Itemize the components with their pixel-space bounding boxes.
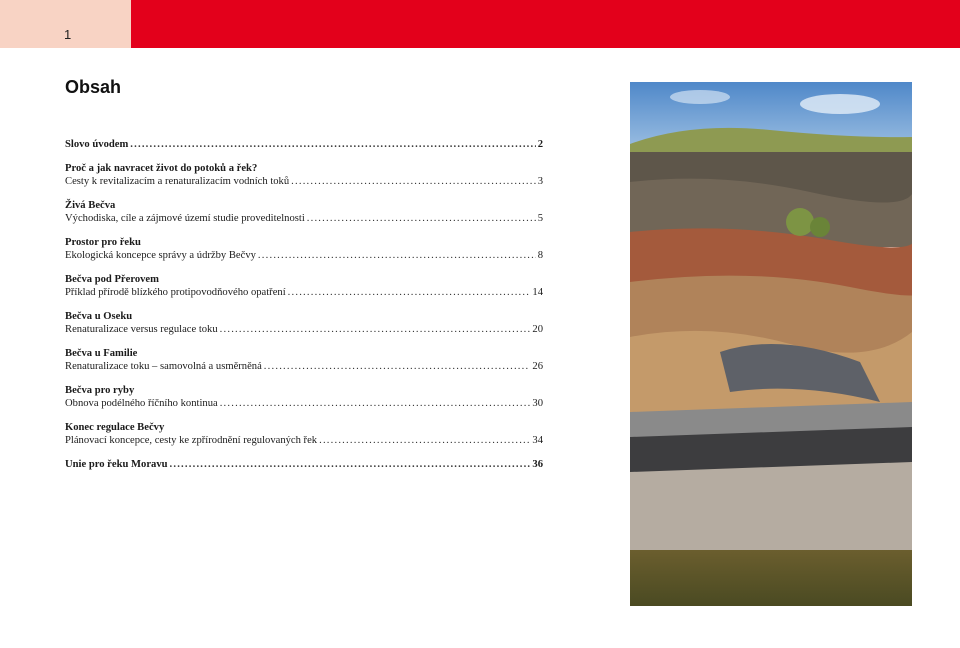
toc-text: Obnova podélného říčního kontinua bbox=[65, 398, 218, 409]
toc-text: Východiska, cíle a zájmové území studie proveditelnosti bbox=[65, 213, 305, 224]
toc-page-number: 20 bbox=[532, 324, 543, 335]
page-number: 1 bbox=[64, 27, 72, 42]
toc-line-with-page bbox=[65, 286, 543, 299]
toc-entry bbox=[65, 236, 543, 262]
toc-page-number: 26 bbox=[532, 361, 543, 372]
toc-text: Konec regulace Bečvy bbox=[65, 422, 165, 433]
toc-text: Cesty k revitalizacím a renaturalizacím vodních toků bbox=[65, 176, 290, 187]
toc-line-with-page bbox=[65, 458, 543, 471]
dot-leader bbox=[288, 286, 531, 299]
toc-heading bbox=[65, 273, 543, 286]
toc-page-number: 8 bbox=[537, 250, 543, 261]
toc-page-number: 2 bbox=[537, 139, 543, 150]
toc-entry bbox=[65, 162, 543, 188]
toc-title: Obsah bbox=[65, 77, 122, 97]
riverbank-photo bbox=[630, 82, 912, 606]
toc-entry bbox=[65, 347, 543, 373]
toc-page-number: 5 bbox=[537, 213, 543, 224]
dot-leader bbox=[307, 212, 536, 225]
toc-line-with-page bbox=[65, 138, 543, 151]
dot-leader bbox=[220, 323, 531, 336]
toc-line-with-page bbox=[65, 397, 543, 410]
toc-text: Slovo úvodem bbox=[65, 139, 129, 150]
toc-entry bbox=[65, 273, 543, 299]
toc-text: Bečva pro ryby bbox=[65, 385, 135, 396]
dot-leader bbox=[258, 249, 536, 262]
toc-page-number: 14 bbox=[532, 287, 543, 298]
toc-text: Prostor pro řeku bbox=[65, 237, 141, 248]
toc-entry bbox=[65, 384, 543, 410]
toc-line-with-page bbox=[65, 249, 543, 262]
toc-text: Bečva pod Přerovem bbox=[65, 274, 159, 285]
toc-text: Ekologická koncepce správy a údržby Bečvy bbox=[65, 250, 256, 261]
toc-text: Příklad přírodě blízkého protipovodňového opatření bbox=[65, 287, 286, 298]
dot-leader bbox=[220, 397, 531, 410]
toc-text: Proč a jak navracet život do potoků a řek? bbox=[65, 163, 258, 174]
dot-leader bbox=[291, 175, 536, 188]
toc-entry bbox=[65, 310, 543, 336]
toc-line-with-page bbox=[65, 360, 543, 373]
dot-leader bbox=[319, 434, 530, 447]
toc-text: Plánovací koncepce, cesty ke zpřírodnění regulovaných řek bbox=[65, 435, 318, 446]
toc-line-with-page bbox=[65, 323, 543, 336]
dot-leader bbox=[130, 138, 535, 151]
toc-text: Renaturalizace versus regulace toku bbox=[65, 324, 218, 335]
header-band bbox=[0, 0, 960, 48]
toc-entry bbox=[65, 421, 543, 447]
toc-text: Bečva u Oseku bbox=[65, 311, 133, 322]
toc-heading bbox=[65, 199, 543, 212]
toc-heading bbox=[65, 236, 543, 249]
toc-page-number: 30 bbox=[532, 398, 543, 409]
toc-entry bbox=[65, 458, 543, 471]
toc-line-with-page bbox=[65, 175, 543, 188]
toc-entry bbox=[65, 138, 543, 151]
toc-text: Renaturalizace toku – samovolná a usměrněná bbox=[65, 361, 262, 372]
toc-page-number: 34 bbox=[532, 435, 543, 446]
toc-heading bbox=[65, 162, 543, 175]
toc-heading bbox=[65, 384, 543, 397]
toc-text: Bečva u Familie bbox=[65, 348, 138, 359]
toc-heading bbox=[65, 347, 543, 360]
dot-leader bbox=[170, 458, 531, 471]
dot-leader bbox=[264, 360, 531, 373]
toc-line-with-page bbox=[65, 434, 543, 447]
toc-heading bbox=[65, 310, 543, 323]
toc-text: Unie pro řeku Moravu bbox=[65, 459, 168, 470]
toc-entry bbox=[65, 199, 543, 225]
table-of-contents bbox=[65, 138, 543, 482]
toc-line-with-page bbox=[65, 212, 543, 225]
toc-page-number: 3 bbox=[537, 176, 543, 187]
toc-page-number: 36 bbox=[532, 459, 543, 470]
toc-heading bbox=[65, 421, 543, 434]
toc-text: Živá Bečva bbox=[65, 200, 116, 211]
